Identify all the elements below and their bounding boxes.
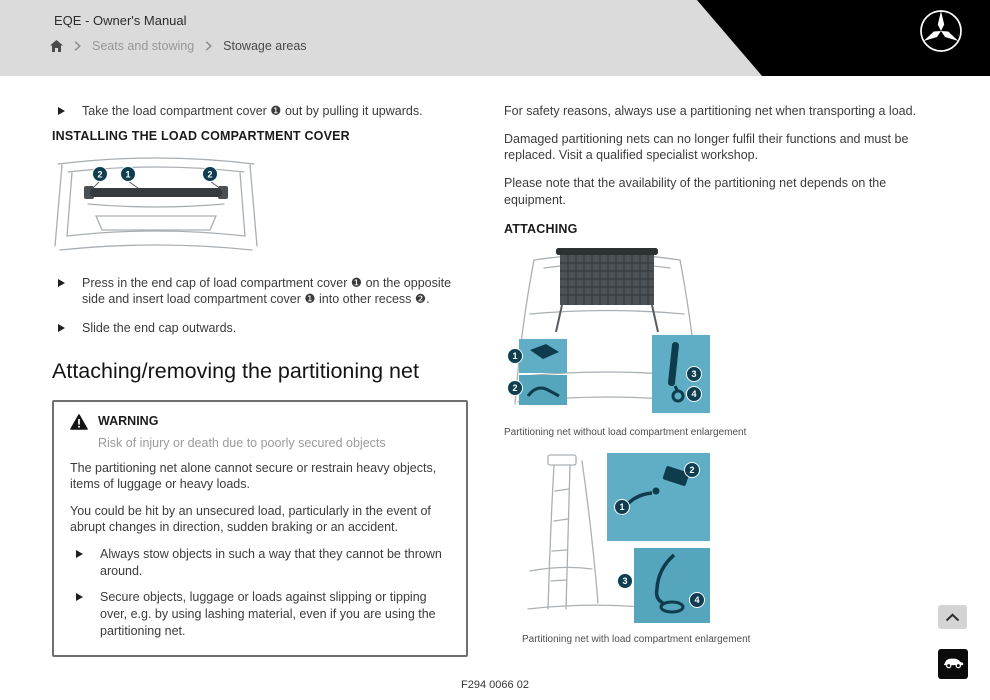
partitioning-net-diagram-without-enlargement [504, 244, 710, 416]
diagram-marker: 2 [97, 168, 103, 179]
warning-instruction [70, 589, 450, 639]
mercedes-star-icon [918, 8, 964, 59]
diagram-marker: 3 [622, 576, 628, 587]
chevron-right-icon [205, 41, 212, 51]
warning-paragraph: You could be hit by an unsecured load, particularly in the event of abrupt changes in direction, sudden braking or an accident. [70, 503, 431, 535]
load-cover-diagram [52, 150, 260, 262]
paragraph: Please note that the availability of the partitioning net depends on the equipment. [504, 175, 887, 207]
step-text: Press in the end cap of load compartment cover ❶ on the opposite side and insert load compartment cover ❶ into other recess ❷. [82, 275, 452, 307]
triangle-right-icon [58, 107, 65, 115]
diagram-marker: 1 [125, 168, 131, 179]
chevron-right-icon [74, 41, 81, 51]
instruction-step [52, 103, 468, 120]
partitioning-net-diagram-with-enlargement [522, 451, 710, 623]
figure-caption: Partitioning net without load compartment enlargement [504, 427, 747, 439]
diagram-marker: 3 [691, 369, 697, 380]
paragraph: Damaged partitioning nets can no longer fulfil their functions and must be replaced. Visit a qualified specialist workshop. [504, 131, 909, 163]
warning-box [52, 400, 468, 658]
page-section-title: Attaching/removing the partitioning net [52, 358, 419, 383]
triangle-right-icon [76, 593, 83, 601]
triangle-right-icon [58, 324, 65, 332]
step-text: Take the load compartment cover ❶ out by pulling it upwards. [82, 104, 423, 118]
header [0, 0, 990, 76]
triangle-right-icon [58, 279, 65, 287]
home-icon[interactable] [50, 40, 63, 52]
car-icon [943, 656, 964, 672]
scroll-to-top-button[interactable] [938, 605, 967, 629]
warning-paragraph: The partitioning net alone cannot secure or restrain heavy objects, items of luggage or heavy loads. [70, 460, 437, 492]
diagram-marker: 4 [691, 389, 697, 400]
triangle-right-icon [76, 550, 83, 558]
paragraph: For safety reasons, always use a partitioning net when transporting a load. [504, 104, 917, 118]
warning-subtitle: Risk of injury or death due to poorly secured objects [98, 435, 386, 450]
right-column [504, 76, 945, 645]
diagram-marker: 2 [689, 465, 695, 476]
breadcrumb-item-seats-and-stowing[interactable]: Seats and stowing [92, 39, 195, 53]
left-column [52, 76, 468, 657]
step-text: Always stow objects in such a way that they cannot be thrown around. [100, 547, 442, 578]
chevron-up-icon [945, 610, 960, 625]
step-text: Slide the end cap outwards. [82, 320, 237, 335]
load-cover-figure [52, 150, 468, 267]
diagram-marker: 2 [512, 383, 518, 394]
manual-title: EQE - Owner's Manual [54, 13, 187, 28]
diagram-marker: 1 [512, 351, 518, 362]
diagram-marker: 1 [619, 502, 625, 513]
header-brand-panel [694, 0, 990, 76]
content-area [0, 76, 990, 700]
section-heading-attaching: ATTACHING [504, 222, 578, 237]
section-heading-installing: INSTALLING THE LOAD COMPARTMENT COVER [52, 128, 350, 143]
warning-triangle-icon [70, 414, 98, 435]
breadcrumb-item-stowage-areas: Stowage areas [223, 39, 307, 53]
instruction-step [52, 275, 468, 308]
warning-title: WARNING [98, 413, 159, 428]
net-figure-without-enlargement [504, 244, 945, 438]
net-figure-with-enlargement [522, 451, 945, 645]
figure-code: F294 0066 02 [461, 679, 529, 691]
warning-header [70, 414, 450, 450]
diagram-marker: 4 [694, 595, 700, 606]
diagram-marker: 2 [207, 168, 213, 179]
step-text: Secure objects, luggage or loads against slipping or tipping over, e.g. by using lashing material, even if you are using the partitioning net. [100, 590, 436, 638]
instruction-step [52, 320, 468, 337]
warning-instruction [70, 546, 450, 579]
figure-caption: Partitioning net with load compartment enlargement [522, 634, 751, 646]
breadcrumb [50, 39, 307, 53]
quick-access-button[interactable] [938, 649, 968, 679]
